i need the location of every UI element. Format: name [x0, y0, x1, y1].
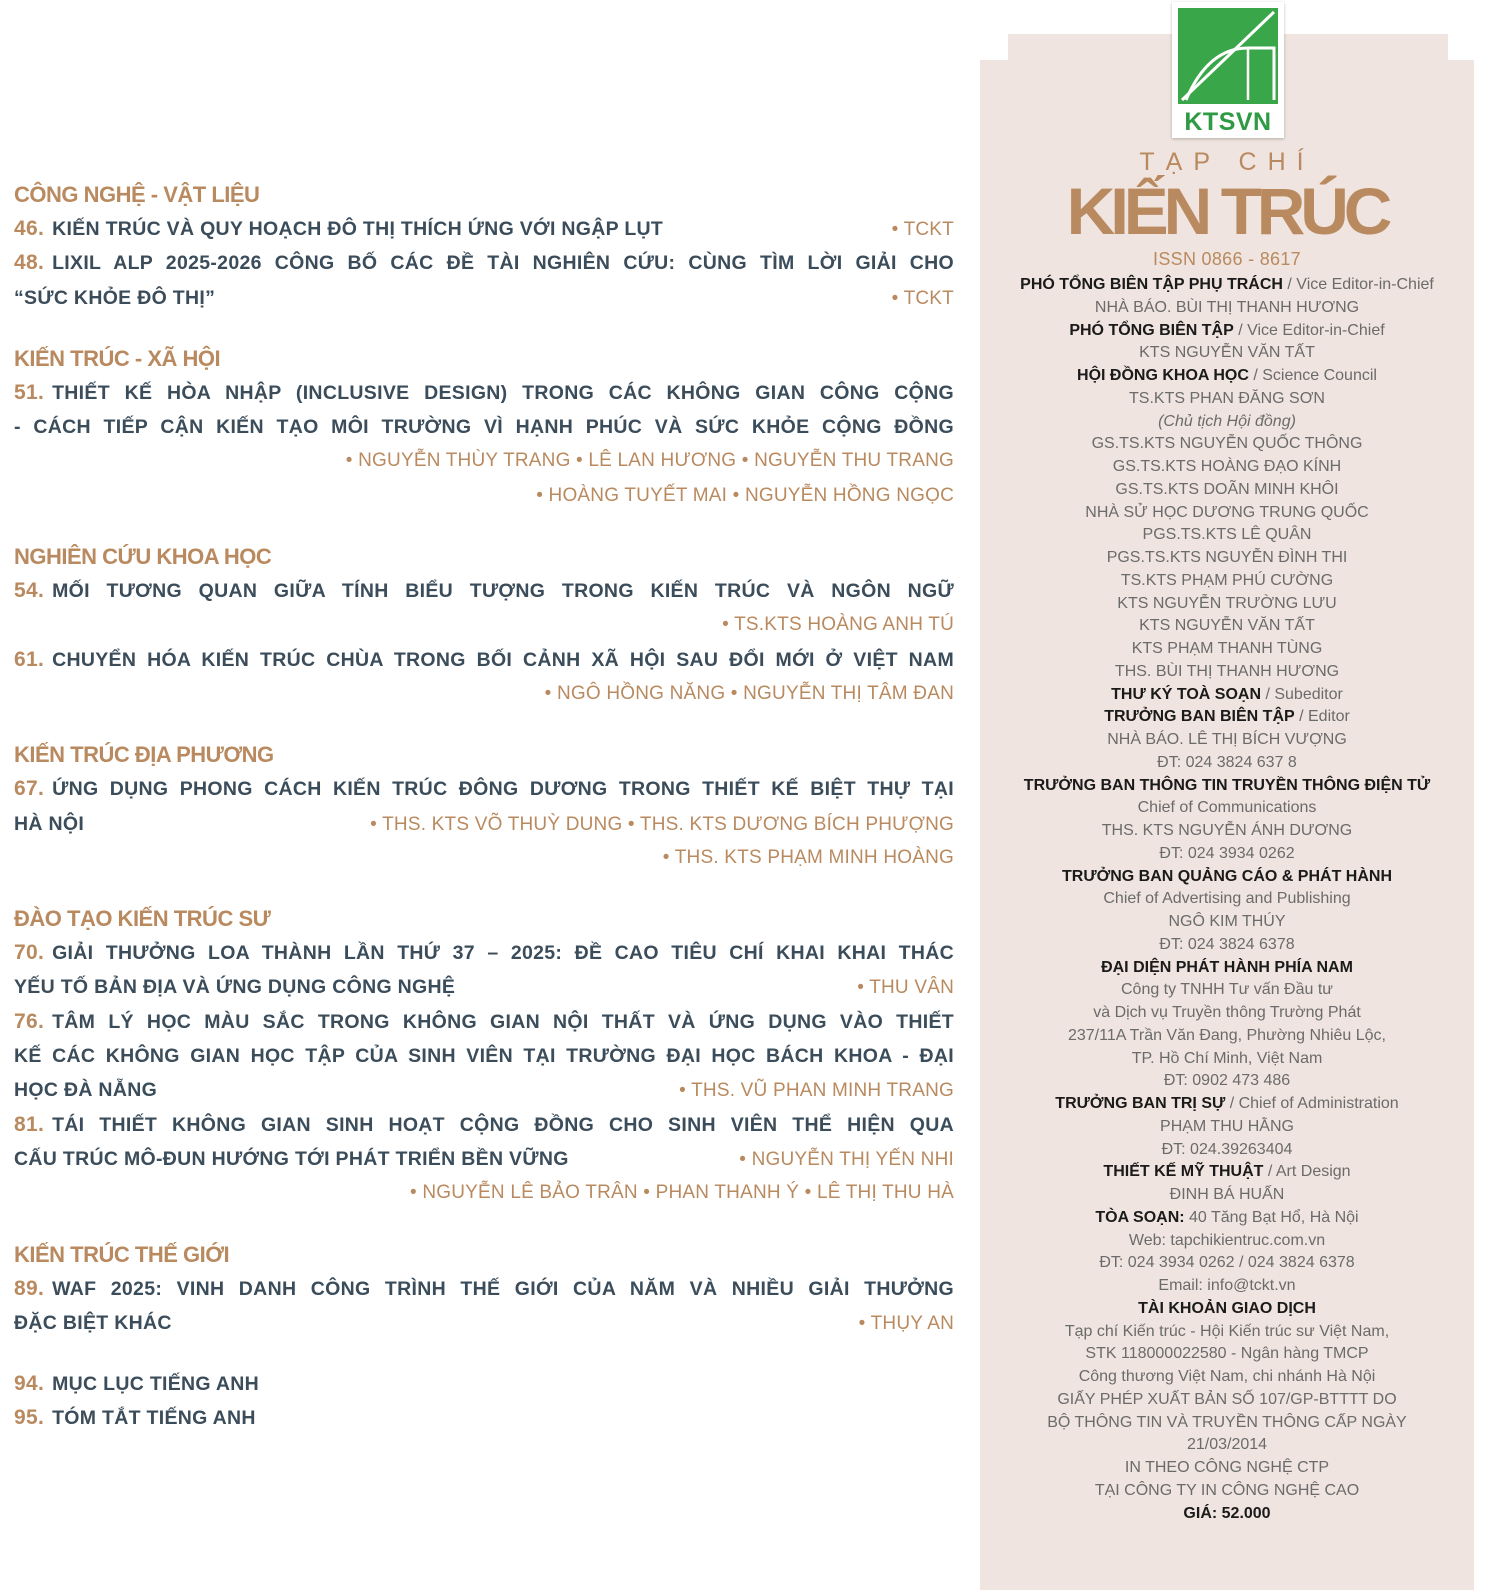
toc-entry-line [14, 936, 954, 970]
credit-text: Tạp chí Kiến trúc - Hội Kiến trúc sư Việt Nam, [1064, 1322, 1390, 1340]
credit-line [980, 365, 1474, 388]
toc-section [14, 540, 954, 711]
entry-title-text: LIXIL ALP 2025-2026 CÔNG BỐ CÁC ĐỀ TÀI NGHIÊN CỨU: CÙNG TÌM LỜI GIẢI CHO [52, 252, 954, 275]
section-title: KIẾN TRÚC ĐỊA PHƯƠNG [14, 742, 274, 768]
credit-line [980, 752, 1474, 775]
entry-title [14, 212, 663, 246]
credit-role-en: / Editor [1294, 708, 1350, 726]
credit-text: THS. BÙI THỊ THANH HƯƠNG [1114, 662, 1340, 680]
credit-line [980, 866, 1474, 889]
table-of-contents [14, 178, 954, 1463]
entry-title [14, 942, 954, 964]
credit-text: GS.TS.KTS DOÃN MINH KHÔI [1115, 480, 1339, 498]
toc-entry-line [14, 1306, 954, 1340]
entry-title-text: ĐẶC BIỆT KHÁC [14, 1311, 172, 1334]
entry-title-text: ỨNG DỤNG PHONG CÁCH KIẾN TRÚC ĐÔNG DƯƠNG TRONG THIẾT KẾ BIỆT THỰ TẠI [52, 778, 954, 801]
credit-line [980, 593, 1474, 616]
credit-role-en: 40 Tăng Bạt Hổ, Hà Nội [1184, 1208, 1359, 1226]
credit-line [980, 820, 1474, 843]
logo-text: KTSVN [1184, 108, 1272, 136]
entry-title-text: CHUYỂN HÓA KIẾN TRÚC CHÙA TRONG BỐI CẢNH XÃ HỘI SAU ĐỔI MỚI Ở VIỆT NAM [52, 648, 954, 671]
credit-role-en: / Vice Editor-in-Chief [1282, 276, 1434, 293]
credit-role: TRƯỞNG BAN BIÊN TẬP [1104, 708, 1295, 726]
credit-text: TP. Hồ Chí Minh, Việt Nam [1131, 1049, 1323, 1067]
entry-title [14, 580, 954, 602]
entry-title-text: HÀ NỘI [14, 812, 85, 835]
entry-title-text: TÂM LÝ HỌC MÀU SẮC TRONG KHÔNG GIAN NỘI THẤT VÀ ỨNG DỤNG VÀO THIẾT [52, 1010, 954, 1033]
credit-line [980, 979, 1474, 1002]
credit-line [980, 775, 1474, 798]
credit-text: PGS.TS.KTS NGUYỄN ĐÌNH THI [1106, 549, 1348, 566]
entry-title-text: “SỨC KHỎE ĐÔ THỊ” [14, 286, 216, 309]
credit-line [980, 888, 1474, 911]
entry-title-text: MỤC LỤC TIẾNG ANH [52, 1373, 260, 1396]
credit-text: TẠI CÔNG TY IN CÔNG NGHỆ CAO [1094, 1481, 1360, 1499]
page-number: 81. [14, 1113, 45, 1136]
toc-entry-line [14, 246, 954, 280]
credit-role-en: / Subeditor [1261, 685, 1343, 703]
entry-title [14, 252, 954, 274]
credit-role-en: / Art Design [1263, 1163, 1351, 1181]
credit-line [980, 1298, 1474, 1321]
toc-entry-line [14, 1272, 954, 1306]
section-title: KIẾN TRÚC - XÃ HỘI [14, 345, 221, 371]
credit-text: ĐT: 024.39263404 [1161, 1140, 1293, 1158]
toc-section [14, 178, 954, 315]
entry-title [14, 807, 84, 841]
entry-title-text: YẾU TỐ BẢN ĐỊA VÀ ỨNG DỤNG CÔNG NGHỆ [14, 976, 456, 999]
entry-title-text: TÓM TẮT TIẾNG ANH [52, 1407, 256, 1430]
author: • NGÔ HỒNG NĂNG • NGUYỄN THỊ TÂM ĐAN [544, 682, 954, 704]
credit-line [980, 661, 1474, 684]
entry-title [14, 1278, 954, 1300]
credit-line [980, 1070, 1474, 1093]
author: • TS.KTS HOÀNG ANH TÚ [722, 614, 954, 636]
credit-text: KTS NGUYỄN VĂN TẤT [1139, 617, 1315, 635]
author: • NGUYỄN THỊ YẾN NHI [739, 1148, 954, 1170]
page-number: 94. [14, 1372, 45, 1396]
entry-title [14, 1142, 569, 1176]
toc-entry-line [14, 1142, 954, 1176]
toc-entry-line [14, 970, 954, 1004]
credit-line [980, 411, 1474, 434]
author: • THS. VŨ PHAN MINH TRANG [679, 1080, 954, 1102]
credit-line [980, 547, 1474, 570]
credit-line [980, 1025, 1474, 1048]
toc-section [14, 1238, 954, 1341]
toc-entry-line [14, 772, 954, 806]
author: • TCKT [891, 287, 954, 309]
credit-line [980, 638, 1474, 661]
section-title: KIẾN TRÚC THẾ GIỚI [14, 1241, 230, 1267]
credit-line [980, 342, 1474, 365]
page-number: 54. [14, 580, 45, 603]
credit-role: ĐẠI DIỆN PHÁT HÀNH PHÍA NAM [1101, 958, 1353, 976]
author: • NGUYỄN LÊ BẢO TRÂN • PHAN THANH Ý • LÊ THỊ THU HÀ [410, 1182, 954, 1204]
credit-text: ĐT: 0902 473 486 [1163, 1072, 1291, 1090]
page-number: 76. [14, 1010, 45, 1033]
credit-line [980, 274, 1474, 297]
entry-title-text: GIẢI THƯỞNG LOA THÀNH LẦN THỨ 37 – 2025: ĐỀ CAO TIÊU CHÍ KHAI KHAI THÁC [52, 942, 954, 965]
credit-role: TÒA SOẠN: [1095, 1208, 1185, 1226]
credit-line [980, 843, 1474, 866]
credit-line [980, 1116, 1474, 1139]
entry-title-text: WAF 2025: VINH DANH CÔNG TRÌNH THẾ GIỚI CỦA NĂM VÀ NHIỀU GIẢI THƯỞNG [52, 1277, 954, 1300]
entry-title [14, 1114, 954, 1136]
entry-title-text: THIẾT KẾ HÒA NHẬP (INCLUSIVE DESIGN) TRONG CÁC KHÔNG GIAN CÔNG CỘNG [52, 381, 954, 404]
entry-title-text: - CÁCH TIẾP CẬN KIẾN TẠO MÔI TRƯỜNG VÌ HẠNH PHÚC VÀ SỨC KHỎE CỘNG ĐỒNG [14, 416, 954, 439]
credit-line [980, 1002, 1474, 1025]
section-title: CÔNG NGHỆ - VẬT LIỆU [14, 182, 260, 207]
entry-title-text: KIẾN TRÚC VÀ QUY HOẠCH ĐÔ THỊ THÍCH ỨNG VỚI NGẬP LỤT [52, 218, 664, 240]
credit-line [980, 1207, 1474, 1230]
credit-line [980, 1230, 1474, 1253]
issn: ISSN 0866 - 8617 [1153, 249, 1301, 269]
credit-line [980, 1252, 1474, 1275]
toc-entry-line [14, 376, 954, 410]
entry-title [14, 1011, 954, 1033]
magazine-kicker: TẠP CHÍ [1139, 148, 1315, 176]
credit-text: GS.TS.KTS HOÀNG ĐẠO KÍNH [1112, 458, 1342, 475]
page-number: 89. [14, 1277, 45, 1300]
toc-appendix [14, 1367, 954, 1436]
toc-entry-line [14, 574, 954, 608]
toc-entry-line [14, 643, 954, 677]
credit-role: HỘI ĐỒNG KHOA HỌC [1077, 367, 1249, 384]
toc-entry-line [14, 807, 954, 841]
credit-text: Công ty TNHH Tư vấn Đầu tư [1120, 981, 1333, 999]
entry-title [14, 1367, 259, 1401]
credit-role: TÀI KHOẢN GIAO DỊCH [1138, 1299, 1316, 1317]
credit-text: BỘ THÔNG TIN VÀ TRUYỀN THÔNG CẤP NGÀY [1047, 1413, 1407, 1431]
credit-text: TS.KTS PHAN ĐĂNG SƠN [1129, 389, 1325, 407]
credit-text: và Dịch vụ Truyền thông Trường Phát [1093, 1004, 1361, 1021]
credit-line [980, 570, 1474, 593]
section-title: NGHIÊN CỨU KHOA HỌC [14, 544, 272, 570]
toc-entry-line [14, 1176, 954, 1210]
credit-line [980, 479, 1474, 502]
credit-line [980, 957, 1474, 980]
author: • THS. KTS PHẠM MINH HOÀNG [662, 846, 954, 868]
credit-line [980, 1321, 1474, 1344]
entry-title-text: CẤU TRÚC MÔ-ĐUN HƯỚNG TỚI PHÁT TRIỂN BỀN VỮNG [14, 1147, 569, 1170]
credit-role: THƯ KÝ TOÀ SOẠN [1111, 685, 1262, 703]
author: • THS. KTS VÕ THUỲ DUNG • THS. KTS DƯƠNG BÍCH PHƯỢNG [370, 813, 954, 835]
entry-title-text: MỐI TƯƠNG QUAN GIỮA TÍNH BIỂU TƯỢNG TRONG KIẾN TRÚC VÀ NGÔN NGỮ [52, 580, 954, 603]
credit-text: (Chủ tịch Hội đồng) [1158, 412, 1296, 430]
credit-text: GS.TS.KTS NGUYỄN QUỐC THÔNG [1091, 435, 1363, 453]
toc-entry-line [14, 677, 954, 711]
toc-entry-line [14, 1108, 954, 1142]
credit-text: TS.KTS PHẠM PHÚ CƯỜNG [1120, 571, 1334, 589]
toc-section [14, 738, 954, 875]
credit-line [980, 1366, 1474, 1389]
credit-role-en: / Vice Editor-in-Chief [1233, 321, 1385, 339]
credit-role: GIÁ: 52.000 [1183, 1504, 1271, 1522]
credit-text: NHÀ BÁO. LÊ THỊ BÍCH VƯỢNG [1107, 731, 1347, 748]
toc-entry-line [14, 1367, 954, 1401]
section-title: ĐÀO TẠO KIẾN TRÚC SƯ [14, 906, 271, 932]
credit-line [980, 911, 1474, 934]
toc-section [14, 902, 954, 1210]
credit-line [980, 524, 1474, 547]
credit-text: Công thương Việt Nam, chi nhánh Hà Nội [1078, 1368, 1376, 1385]
entry-title [14, 1073, 157, 1107]
credit-text: THS. KTS NGUYỄN ÁNH DƯƠNG [1101, 822, 1353, 839]
credit-line [980, 1184, 1474, 1207]
entry-title-text: KẾ CÁC KHÔNG GIAN HỌC TẬP CỦA SINH VIÊN TẠI TRƯỜNG ĐẠI HỌC BÁCH KHOA - ĐẠI [14, 1045, 954, 1068]
author: • THỤY AN [858, 1312, 954, 1334]
credit-line [980, 1093, 1474, 1116]
page-number: 95. [14, 1406, 45, 1430]
credit-text: KTS NGUYỄN VĂN TẤT [1139, 344, 1315, 362]
credit-role: PHÓ TỔNG BIÊN TẬP PHỤ TRÁCH [1020, 276, 1283, 293]
credit-line [980, 1048, 1474, 1071]
entry-title [14, 1045, 954, 1067]
credit-text: ĐT: 024 3934 0262 / 024 3824 6378 [1099, 1254, 1355, 1272]
toc-entry-line [14, 841, 954, 875]
credit-line [980, 1343, 1474, 1366]
toc-entry-line [14, 1005, 954, 1039]
credit-line [980, 615, 1474, 638]
entry-title [14, 416, 954, 438]
credit-line [980, 320, 1474, 343]
credit-text: GIẤY PHÉP XUẤT BẢN SỐ 107/GP-BTTTT DO [1057, 1390, 1397, 1408]
credit-text: Web: tapchikientruc.com.vn [1128, 1231, 1326, 1249]
toc-entry-line [14, 410, 954, 444]
credit-role: THIẾT KẾ MỸ THUẬT [1103, 1163, 1264, 1181]
author: • TCKT [891, 219, 954, 240]
credit-line [980, 1434, 1474, 1457]
author: • THU VÂN [857, 977, 954, 999]
entry-title [14, 1401, 256, 1435]
entry-title-text: HỌC ĐÀ NẴNG [14, 1079, 158, 1102]
credit-line [980, 1275, 1474, 1298]
masthead-credits [980, 274, 1474, 1525]
toc-entry-line [14, 479, 954, 513]
credit-role: TRƯỞNG BAN TRỊ SỰ [1055, 1095, 1226, 1112]
masthead-content [980, 146, 1474, 1525]
credit-text: ĐT: 024 3824 6378 [1159, 935, 1295, 953]
author: • HOÀNG TUYẾT MAI • NGUYỄN HỒNG NGỌC [536, 484, 954, 506]
entry-title [14, 778, 954, 800]
magazine-title: KIẾN TRÚC [1066, 174, 1388, 248]
credit-line [980, 1139, 1474, 1162]
credit-text: IN THEO CÔNG NGHỆ CTP [1124, 1459, 1330, 1476]
credit-text: NHÀ SỬ HỌC DƯƠNG TRUNG QUỐC [1085, 503, 1369, 521]
toc-entry-line [14, 281, 954, 315]
credit-text: ĐT: 024 3824 637 8 [1157, 753, 1297, 771]
credit-text: 21/03/2014 [1186, 1436, 1268, 1454]
entry-title-text: TÁI THIẾT KHÔNG GIAN SINH HOẠT CỘNG ĐỒNG CHO SINH VIÊN THỂ HIỆN QUA [52, 1113, 954, 1136]
toc-entry-line [14, 1401, 954, 1435]
entry-title [14, 382, 954, 404]
credit-line [980, 297, 1474, 320]
credit-line [980, 502, 1474, 525]
credit-text: Email: info@tckt.vn [1158, 1277, 1296, 1294]
page-number: 70. [14, 942, 45, 965]
credit-text: STK 118000022580 - Ngân hàng TMCP [1085, 1345, 1369, 1363]
credit-text: NHÀ BÁO. BÙI THỊ THANH HƯƠNG [1094, 298, 1360, 316]
toc-section [14, 342, 954, 513]
credit-text: NGÔ KIM THÚY [1168, 913, 1286, 930]
credit-line [980, 1412, 1474, 1435]
logo-mark-icon [1178, 8, 1278, 104]
credit-role: PHÓ TỔNG BIÊN TẬP [1069, 321, 1234, 339]
entry-title [14, 649, 954, 671]
credit-role: TRƯỞNG BAN QUẢNG CÁO & PHÁT HÀNH [1061, 867, 1393, 885]
credit-line [980, 1457, 1474, 1480]
credit-line [980, 934, 1474, 957]
credit-text: ĐT: 024 3934 0262 [1159, 844, 1295, 862]
credit-role-en: / Science Council [1248, 367, 1377, 384]
credit-line [980, 1389, 1474, 1412]
credit-text: KTS PHẠM THANH TÙNG [1131, 640, 1323, 657]
page-number: 51. [14, 381, 45, 404]
credit-line [980, 706, 1474, 729]
entry-title [14, 970, 455, 1004]
credit-line [980, 797, 1474, 820]
author: • NGUYỄN THÙY TRANG • LÊ LAN HƯƠNG • NGUYỄN THU TRANG [345, 450, 954, 472]
toc-entry-line [14, 212, 954, 246]
credit-line [980, 456, 1474, 479]
credit-line [980, 1161, 1474, 1184]
ktsvn-logo [1172, 2, 1284, 138]
credit-line [980, 1480, 1474, 1503]
toc-entry-line [14, 444, 954, 478]
credit-text: Chief of Advertising and Publishing [1103, 890, 1351, 908]
page-number: 61. [14, 648, 45, 671]
credit-text: PGS.TS.KTS LÊ QUÂN [1142, 526, 1312, 544]
toc-entry-line [14, 1039, 954, 1073]
credit-line [980, 729, 1474, 752]
credit-text: ĐINH BÁ HUẤN [1169, 1186, 1285, 1203]
credit-line [980, 433, 1474, 456]
credit-line [980, 1503, 1474, 1526]
page-number: 67. [14, 778, 45, 801]
toc-entry-line [14, 1073, 954, 1107]
credit-text: Chief of Communications [1137, 799, 1317, 817]
credit-line [980, 388, 1474, 411]
credit-role-en: / Chief of Administration [1225, 1095, 1399, 1112]
entry-title [14, 1306, 172, 1340]
credit-text: KTS NGUYỄN TRƯỜNG LƯU [1117, 594, 1337, 612]
entry-title [14, 281, 215, 315]
toc-entry-line [14, 608, 954, 642]
credit-text: PHẠM THU HẰNG [1160, 1117, 1294, 1135]
page-number: 48. [14, 252, 45, 275]
credit-line [980, 684, 1474, 707]
page-number: 46. [14, 217, 45, 240]
credit-role: TRƯỞNG BAN THÔNG TIN TRUYỀN THÔNG ĐIỆN TỬ [1023, 776, 1431, 794]
credit-text: 237/11A Trần Văn Đang, Phường Nhiêu Lộc, [1067, 1026, 1386, 1044]
